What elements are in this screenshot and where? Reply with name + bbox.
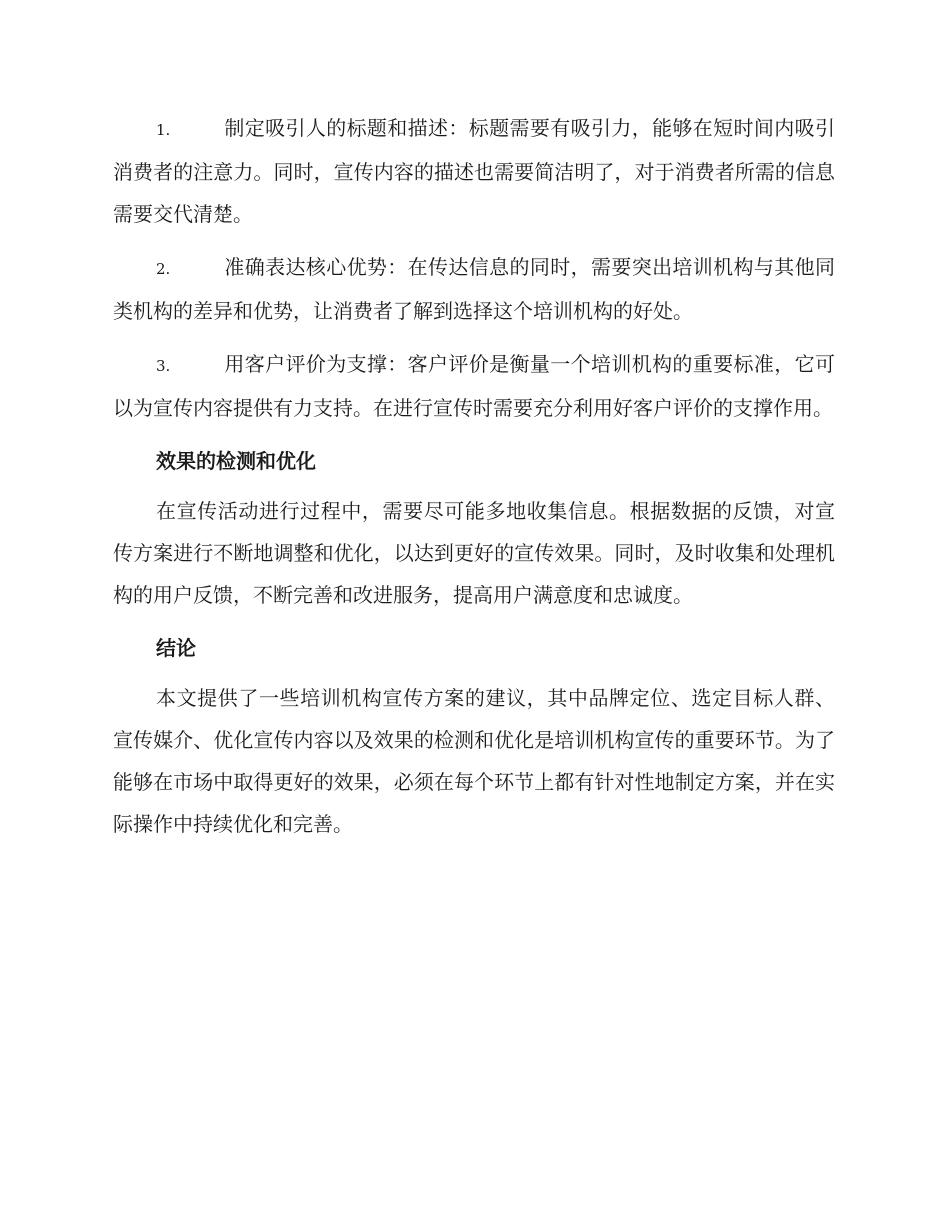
list-number: 2. — [156, 260, 171, 278]
document-page — [113, 107, 835, 856]
section-heading-conclusion: 结论 — [156, 636, 196, 660]
list-item-3 — [113, 343, 835, 429]
list-number: 1. — [156, 121, 171, 139]
list-item-1 — [113, 107, 835, 235]
section-heading-optimize: 效果的检测和优化 — [156, 449, 316, 473]
list-number: 3. — [156, 357, 171, 375]
list-item-text: 准确表达核心优势：在传达信息的同时，需要突出培训机构与其他同类机构的差异和优势，让消费者了解到选择这个培训机构的好处。 — [113, 255, 835, 323]
list-item-text: 用客户评价为支撑：客户评价是衡量一个培训机构的重要标准，它可以为宣传内容提供有力支持。在进行宣传时需要充分利用好客户评价的支撑作用。 — [113, 352, 835, 420]
list-item-text: 制定吸引人的标题和描述：标题需要有吸引力，能够在短时间内吸引消费者的注意力。同时，宣传内容的描述也需要简洁明了，对于消费者所需的信息需要交代清楚。 — [113, 116, 835, 226]
list-item-2 — [113, 246, 835, 332]
section-body-optimize: 在宣传活动进行过程中，需要尽可能多地收集信息。根据数据的反馈，对宣传方案进行不断地调整和优化，以达到更好的宣传效果。同时，及时收集和处理机构的用户反馈，不断完善和改进服务，提高用户满意度和忠诚度。 — [113, 499, 835, 607]
section-body-conclusion: 本文提供了一些培训机构宣传方案的建议，其中品牌定位、选定目标人群、宣传媒介、优化宣传内容以及效果的检测和优化是培训机构宣传的重要环节。为了能够在市场中取得更好的效果，必须在每个环节上都有针对性地制定方案，并在实际操作中持续优化和完善。 — [113, 686, 835, 836]
